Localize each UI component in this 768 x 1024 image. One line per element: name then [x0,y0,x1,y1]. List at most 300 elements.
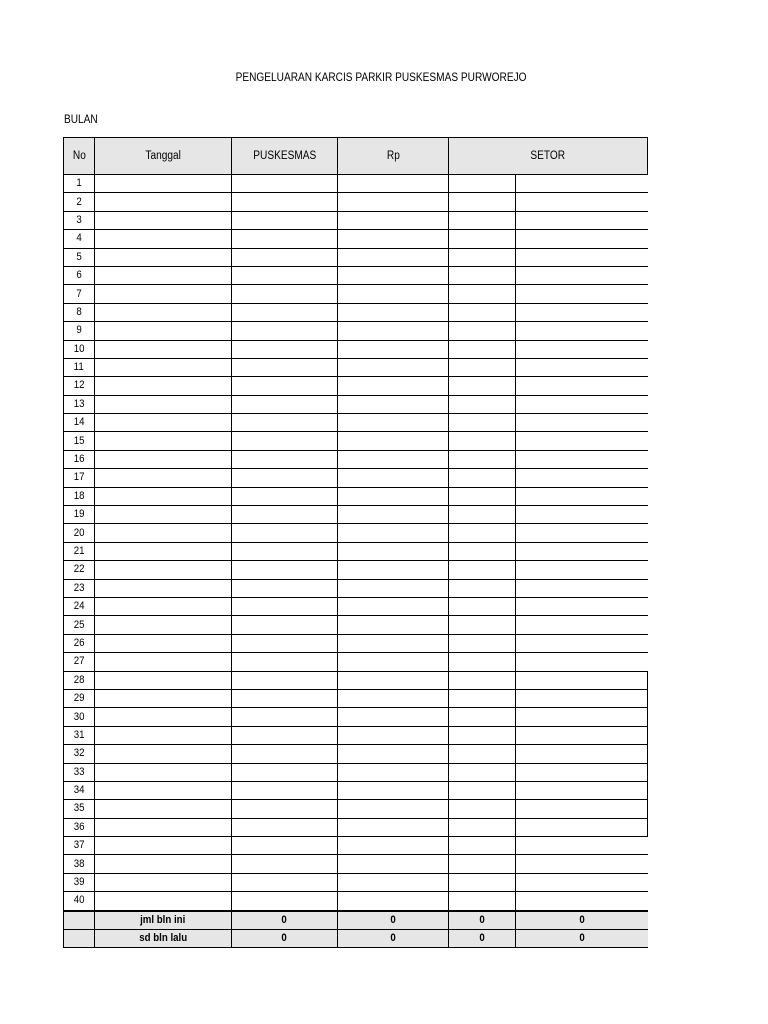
cell-tanggal[interactable] [95,230,232,248]
table-row [64,837,648,855]
cell-tanggal[interactable] [95,414,232,432]
cell-puskesmas[interactable] [232,303,338,321]
cell-rp[interactable] [338,800,449,818]
cell-rp[interactable] [338,579,449,597]
cell-puskesmas[interactable] [232,689,338,707]
cell-puskesmas[interactable] [232,450,338,468]
cell-setor-2[interactable] [516,542,648,560]
row-number: 24 [64,597,95,615]
cell-tanggal[interactable] [95,395,232,413]
cell-setor-2[interactable] [516,726,648,744]
cell-setor-2[interactable] [516,377,648,395]
cell-tanggal[interactable] [95,340,232,358]
cell-tanggal[interactable] [95,818,232,836]
row-number: 39 [64,873,95,891]
cell-setor-2[interactable] [516,211,648,229]
cell-setor-1[interactable] [449,800,516,818]
cell-setor-1[interactable] [449,340,516,358]
table-row [64,542,648,560]
cell-setor-1[interactable] [449,450,516,468]
table-row [64,414,648,432]
cell-tanggal[interactable] [95,763,232,781]
row-number: 16 [64,450,95,468]
cell-tanggal[interactable] [95,175,232,193]
table-row [64,671,648,689]
cell-rp[interactable] [338,285,449,303]
table-body [64,175,648,911]
cell-rp[interactable] [338,726,449,744]
table-row [64,358,648,376]
totals-label: sd bln lalu [95,929,232,947]
cell-rp[interactable] [338,432,449,450]
table-row [64,175,648,193]
cell-puskesmas[interactable] [232,469,338,487]
cell-rp[interactable] [338,248,449,266]
cell-puskesmas[interactable] [232,358,338,376]
cell-tanggal[interactable] [95,211,232,229]
cell-setor-1[interactable] [449,524,516,542]
row-number: 10 [64,340,95,358]
cell-setor-2[interactable] [516,285,648,303]
cell-setor-2[interactable] [516,248,648,266]
table-row [64,506,648,524]
cell-setor-2[interactable] [516,414,648,432]
cell-setor-1[interactable] [449,597,516,615]
table-row [64,524,648,542]
cell-setor-2[interactable] [516,193,648,211]
cell-setor-2[interactable] [516,266,648,284]
table-row [64,322,648,340]
cell-setor-1[interactable] [449,745,516,763]
table-row [64,689,648,707]
cell-puskesmas[interactable] [232,726,338,744]
totals-body [64,911,648,948]
cell-setor-1[interactable] [449,726,516,744]
cell-tanggal[interactable] [95,248,232,266]
cell-setor-1[interactable] [449,634,516,652]
cell-setor-2[interactable] [516,708,648,726]
cell-puskesmas[interactable] [232,524,338,542]
cell-rp[interactable] [338,358,449,376]
cell-puskesmas[interactable] [232,634,338,652]
cell-rp[interactable] [338,414,449,432]
row-number: 29 [64,689,95,707]
cell-setor-1[interactable] [449,561,516,579]
cell-tanggal[interactable] [95,450,232,468]
cell-tanggal[interactable] [95,358,232,376]
table-row [64,303,648,321]
row-number: 17 [64,469,95,487]
cell-puskesmas[interactable] [232,432,338,450]
totals-puskesmas: 0 [232,929,338,947]
row-number: 15 [64,432,95,450]
totals-setor-2: 0 [516,929,648,947]
cell-tanggal[interactable] [95,561,232,579]
table-row [64,248,648,266]
cell-puskesmas[interactable] [232,892,338,911]
cell-setor-2[interactable] [516,579,648,597]
cell-setor-1[interactable] [449,892,516,911]
cell-setor-1[interactable] [449,303,516,321]
row-number: 18 [64,487,95,505]
cell-rp[interactable] [338,340,449,358]
table-row [64,708,648,726]
table-row [64,653,648,671]
cell-setor-1[interactable] [449,855,516,873]
cell-tanggal[interactable] [95,616,232,634]
cell-setor-2[interactable] [516,781,648,799]
cell-puskesmas[interactable] [232,561,338,579]
cell-setor-2[interactable] [516,175,648,193]
cell-setor-2[interactable] [516,340,648,358]
cell-tanggal[interactable] [95,432,232,450]
cell-rp[interactable] [338,266,449,284]
cell-setor-1[interactable] [449,432,516,450]
cell-rp[interactable] [338,818,449,836]
cell-tanggal[interactable] [95,542,232,560]
row-number: 13 [64,395,95,413]
cell-tanggal[interactable] [95,708,232,726]
cell-rp[interactable] [338,506,449,524]
row-number: 31 [64,726,95,744]
cell-rp[interactable] [338,616,449,634]
cell-setor-2[interactable] [516,634,648,652]
cell-rp[interactable] [338,193,449,211]
totals-setor-1: 0 [449,911,516,930]
cell-tanggal[interactable] [95,855,232,873]
cell-setor-2[interactable] [516,432,648,450]
cell-tanggal[interactable] [95,892,232,911]
cell-puskesmas[interactable] [232,800,338,818]
row-number: 7 [64,285,95,303]
cell-setor-2[interactable] [516,892,648,911]
cell-setor-1[interactable] [449,671,516,689]
cell-setor-1[interactable] [449,781,516,799]
totals-rp: 0 [338,911,449,930]
table-row [64,266,648,284]
cell-setor-1[interactable] [449,487,516,505]
cell-setor-2[interactable] [516,653,648,671]
cell-rp[interactable] [338,763,449,781]
cell-rp[interactable] [338,322,449,340]
cell-setor-1[interactable] [449,818,516,836]
cell-tanggal[interactable] [95,597,232,615]
cell-tanggal[interactable] [95,671,232,689]
cell-setor-1[interactable] [449,689,516,707]
cell-tanggal[interactable] [95,469,232,487]
cell-setor-1[interactable] [449,285,516,303]
cell-puskesmas[interactable] [232,377,338,395]
cell-puskesmas[interactable] [232,230,338,248]
cell-puskesmas[interactable] [232,248,338,266]
cell-rp[interactable] [338,892,449,911]
cell-setor-2[interactable] [516,689,648,707]
totals-setor-1: 0 [449,929,516,947]
cell-tanggal[interactable] [95,193,232,211]
cell-setor-2[interactable] [516,322,648,340]
cell-setor-2[interactable] [516,818,648,836]
cell-puskesmas[interactable] [232,763,338,781]
row-number: 6 [64,266,95,284]
cell-puskesmas[interactable] [232,579,338,597]
header-row [64,138,648,175]
row-number: 20 [64,524,95,542]
cell-setor-2[interactable] [516,745,648,763]
table-row [64,781,648,799]
cell-puskesmas[interactable] [232,193,338,211]
header-tanggal: Tanggal [95,138,232,175]
totals-puskesmas: 0 [232,911,338,930]
row-number: 8 [64,303,95,321]
cell-puskesmas[interactable] [232,414,338,432]
cell-tanggal[interactable] [95,634,232,652]
row-number: 21 [64,542,95,560]
cell-setor-2[interactable] [516,506,648,524]
cell-tanggal[interactable] [95,524,232,542]
row-number: 1 [64,175,95,193]
totals-rp: 0 [338,929,449,947]
cell-puskesmas[interactable] [232,322,338,340]
row-number: 35 [64,800,95,818]
cell-setor-1[interactable] [449,193,516,211]
cell-setor-1[interactable] [449,230,516,248]
cell-setor-2[interactable] [516,450,648,468]
table-row [64,873,648,891]
row-number: 25 [64,616,95,634]
cell-rp[interactable] [338,395,449,413]
cell-rp[interactable] [338,855,449,873]
table-row [64,487,648,505]
cell-setor-1[interactable] [449,358,516,376]
cell-setor-2[interactable] [516,597,648,615]
cell-setor-1[interactable] [449,248,516,266]
cell-setor-1[interactable] [449,322,516,340]
cell-puskesmas[interactable] [232,487,338,505]
cell-tanggal[interactable] [95,689,232,707]
cell-tanggal[interactable] [95,487,232,505]
cell-setor-1[interactable] [449,653,516,671]
totals-blank [64,929,95,947]
totals-row [64,929,648,947]
cell-puskesmas[interactable] [232,506,338,524]
cell-setor-1[interactable] [449,616,516,634]
cell-setor-2[interactable] [516,487,648,505]
table-row [64,432,648,450]
cell-puskesmas[interactable] [232,211,338,229]
cell-rp[interactable] [338,469,449,487]
cell-puskesmas[interactable] [232,542,338,560]
cell-tanggal[interactable] [95,653,232,671]
row-number: 19 [64,506,95,524]
cell-setor-2[interactable] [516,230,648,248]
header-puskesmas: PUSKESMAS [232,138,338,175]
cell-puskesmas[interactable] [232,873,338,891]
cell-rp[interactable] [338,377,449,395]
cell-tanggal[interactable] [95,726,232,744]
table-row [64,395,648,413]
cell-puskesmas[interactable] [232,837,338,855]
cell-rp[interactable] [338,689,449,707]
cell-setor-2[interactable] [516,855,648,873]
cell-rp[interactable] [338,837,449,855]
cell-puskesmas[interactable] [232,340,338,358]
cell-setor-2[interactable] [516,671,648,689]
cell-rp[interactable] [338,781,449,799]
parking-ticket-table [63,137,648,948]
cell-rp[interactable] [338,487,449,505]
table-row [64,892,648,911]
table-row [64,377,648,395]
row-number: 33 [64,763,95,781]
cell-puskesmas[interactable] [232,855,338,873]
cell-rp[interactable] [338,524,449,542]
row-number: 32 [64,745,95,763]
cell-tanggal[interactable] [95,303,232,321]
cell-setor-2[interactable] [516,303,648,321]
cell-setor-2[interactable] [516,561,648,579]
cell-tanggal[interactable] [95,837,232,855]
totals-setor-2: 0 [516,911,648,930]
cell-setor-1[interactable] [449,211,516,229]
cell-setor-2[interactable] [516,616,648,634]
cell-rp[interactable] [338,561,449,579]
row-number: 4 [64,230,95,248]
cell-puskesmas[interactable] [232,597,338,615]
totals-blank [64,911,95,930]
cell-setor-2[interactable] [516,524,648,542]
cell-rp[interactable] [338,708,449,726]
cell-setor-1[interactable] [449,266,516,284]
row-number: 14 [64,414,95,432]
cell-setor-1[interactable] [449,175,516,193]
cell-tanggal[interactable] [95,285,232,303]
table-row [64,763,648,781]
cell-setor-1[interactable] [449,377,516,395]
cell-tanggal[interactable] [95,377,232,395]
table-row [64,230,648,248]
row-number: 34 [64,781,95,799]
cell-puskesmas[interactable] [232,781,338,799]
cell-puskesmas[interactable] [232,653,338,671]
header-no: No [64,138,95,175]
cell-setor-1[interactable] [449,837,516,855]
cell-rp[interactable] [338,745,449,763]
cell-puskesmas[interactable] [232,175,338,193]
cell-setor-2[interactable] [516,395,648,413]
cell-tanggal[interactable] [95,873,232,891]
cell-setor-2[interactable] [516,837,648,855]
table-row [64,745,648,763]
cell-puskesmas[interactable] [232,745,338,763]
row-number: 36 [64,818,95,836]
cell-rp[interactable] [338,450,449,468]
cell-setor-1[interactable] [449,542,516,560]
cell-tanggal[interactable] [95,781,232,799]
cell-rp[interactable] [338,671,449,689]
table-row [64,561,648,579]
table-row [64,193,648,211]
cell-rp[interactable] [338,175,449,193]
cell-setor-1[interactable] [449,763,516,781]
cell-tanggal[interactable] [95,579,232,597]
table-row [64,634,648,652]
cell-setor-1[interactable] [449,873,516,891]
row-number: 23 [64,579,95,597]
cell-rp[interactable] [338,873,449,891]
page-title: PENGELUARAN KARCIS PARKIR PUSKESMAS PURWOREJO [235,72,527,84]
cell-puskesmas[interactable] [232,708,338,726]
cell-setor-2[interactable] [516,800,648,818]
cell-tanggal[interactable] [95,745,232,763]
table-row [64,726,648,744]
row-number: 27 [64,653,95,671]
cell-setor-1[interactable] [449,579,516,597]
cell-rp[interactable] [338,542,449,560]
totals-label: jml bln ini [95,911,232,930]
month-label: BULAN [64,114,98,126]
cell-rp[interactable] [338,634,449,652]
row-number: 30 [64,708,95,726]
header-rp: Rp [338,138,449,175]
table-row [64,211,648,229]
cell-tanggal[interactable] [95,266,232,284]
row-number: 11 [64,358,95,376]
cell-setor-1[interactable] [449,506,516,524]
table-row [64,340,648,358]
row-number: 12 [64,377,95,395]
cell-rp[interactable] [338,653,449,671]
cell-tanggal[interactable] [95,506,232,524]
row-number: 2 [64,193,95,211]
table-row [64,450,648,468]
row-number: 37 [64,837,95,855]
row-number: 3 [64,211,95,229]
cell-rp[interactable] [338,303,449,321]
cell-puskesmas[interactable] [232,818,338,836]
header-setor: SETOR [449,138,648,175]
cell-tanggal[interactable] [95,800,232,818]
cell-rp[interactable] [338,597,449,615]
cell-setor-2[interactable] [516,358,648,376]
cell-rp[interactable] [338,230,449,248]
table-row [64,285,648,303]
cell-puskesmas[interactable] [232,395,338,413]
cell-puskesmas[interactable] [232,285,338,303]
cell-puskesmas[interactable] [232,616,338,634]
cell-setor-1[interactable] [449,395,516,413]
row-number: 40 [64,892,95,911]
cell-puskesmas[interactable] [232,671,338,689]
totals-row [64,911,648,930]
table-row [64,800,648,818]
cell-puskesmas[interactable] [232,266,338,284]
table-row [64,855,648,873]
row-number: 9 [64,322,95,340]
cell-setor-2[interactable] [516,763,648,781]
table-row [64,616,648,634]
cell-tanggal[interactable] [95,322,232,340]
row-number: 26 [64,634,95,652]
row-number: 5 [64,248,95,266]
table-row [64,579,648,597]
cell-rp[interactable] [338,211,449,229]
cell-setor-1[interactable] [449,708,516,726]
cell-setor-2[interactable] [516,873,648,891]
cell-setor-1[interactable] [449,469,516,487]
cell-setor-2[interactable] [516,469,648,487]
table-row [64,469,648,487]
cell-setor-1[interactable] [449,414,516,432]
